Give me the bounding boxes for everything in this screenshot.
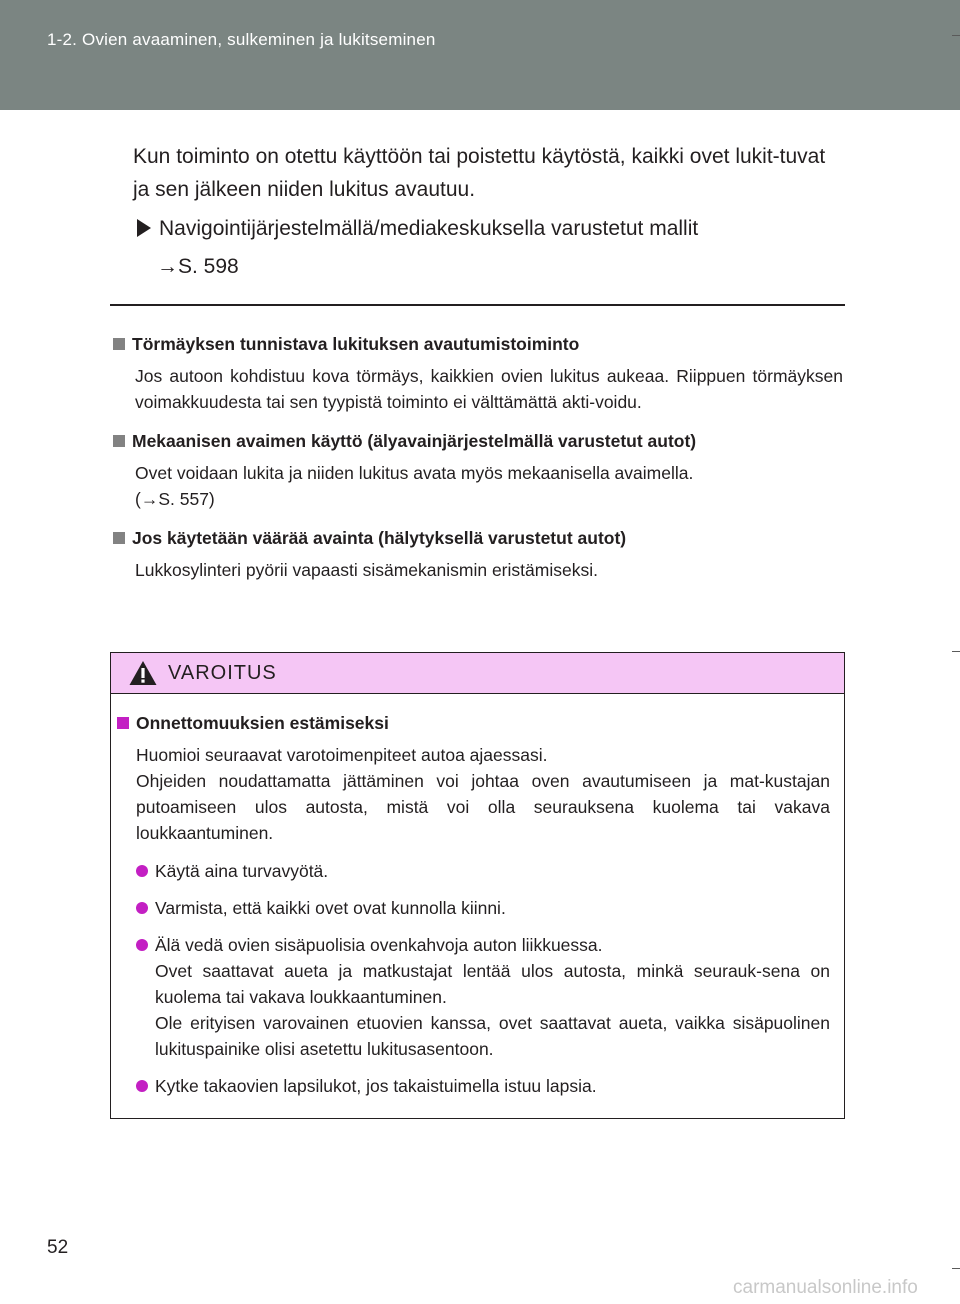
note-text: Lukkosylinteri pyörii vapaasti sisämekanismin eristämiseksi. [135,560,598,580]
list-item [117,932,830,1062]
warning-bullets [117,858,830,1099]
note-title: Jos käytetään väärää avainta (hälytyksellä varustetut autot) [132,528,627,548]
warning-title: VAROITUS [168,661,277,684]
warning-header [111,653,844,694]
square-bullet-icon [113,338,125,350]
bullet-text: Varmista, että kaikki ovet ovat kunnolla kiinni. [155,898,506,918]
model-note-text: Navigointijärjestelmällä/mediakeskuksella varustetut mallit [159,217,699,240]
bullet-extra-text: Ovet saattavat aueta ja matkustajat lentää ulos autosta, minkä seurauk-sena on kuolema tai vakava loukkaantuminen. [155,961,830,1007]
crop-mark-top [952,35,960,36]
bullet-text: Kytke takaovien lapsilukot, jos takaistuimella istuu lapsia. [155,1076,597,1096]
note-item [113,525,843,583]
square-bullet-icon [117,717,129,729]
watermark: carmanualsonline.info [733,1277,918,1298]
page-number: 52 [47,1237,69,1258]
note-text [135,460,843,512]
warning-subtitle: Onnettomuuksien estämiseksi [136,713,389,733]
model-note [137,214,698,244]
bullet-text-group [155,932,830,1062]
notes-section [113,331,843,596]
crop-mark-bottom [952,1268,960,1269]
note-reference: (→S. 557) [135,489,215,509]
page-header [0,0,960,110]
reference-text: S. 598 [178,255,239,278]
list-item [117,858,830,884]
warning-content [111,694,844,1099]
triangle-bullet-icon [137,219,151,237]
warning-triangle-icon [128,659,158,687]
note-title: Mekaanisen avaimen käyttö (älyavainjärjestelmällä varustetut autot) [132,431,697,451]
warning-intro [136,742,830,846]
note-title: Törmäyksen tunnistava lukituksen avautumistoiminto [132,334,580,354]
note-item [113,428,843,512]
crop-mark-middle [952,651,960,652]
warning-intro-line: Ohjeiden noudattamatta jättäminen voi johtaa oven avautumiseen ja mat-kustajan putoamiseen ulos autosta, mistä voi olla seurauksena kuolema tai vakava loukkaantuminen. [136,771,830,843]
warning-box [110,652,845,1119]
dot-bullet-icon [136,939,148,951]
square-bullet-icon [113,435,125,447]
note-text: Jos autoon kohdistuu kova törmäys, kaikkien ovien lukitus aukeaa. Riippuen törmäyksen voimakkuudesta tai sen tyypistä toiminto ei välttämättä akti-voidu. [135,366,843,412]
warning-intro-line: Huomioi seuraavat varotoimenpiteet autoa ajaessasi. [136,745,548,765]
square-bullet-icon [113,532,125,544]
note-item [113,331,843,415]
intro-text: Kun toiminto on otettu käyttöön tai poistettu käytöstä, kaikki ovet lukit-tuvat ja sen jälkeen niiden lukitus avautuu. [133,145,826,201]
arrow-icon: → [157,255,178,278]
dot-bullet-icon [136,902,148,914]
list-item [117,895,830,921]
page-reference [157,252,239,282]
intro-paragraph [133,140,843,206]
section-title: 1-2. Ovien avaaminen, sulkeminen ja lukitseminen [47,30,436,49]
dot-bullet-icon [136,865,148,877]
bullet-extra-text: Ole erityisen varovainen etuovien kanssa, ovet saattavat aueta, vaikka sisäpuolinen lukituspainike olisi asetettu lukitusasentoon. [155,1013,830,1059]
bullet-text: Käytä aina turvavyötä. [155,861,329,881]
divider [110,304,845,306]
dot-bullet-icon [136,1080,148,1092]
note-text-line: Ovet voidaan lukita ja niiden lukitus avata myös mekaanisella avaimella. [135,463,694,483]
list-item [117,1073,830,1099]
bullet-text: Älä vedä ovien sisäpuolisia ovenkahvoja auton liikkuessa. [155,935,603,955]
